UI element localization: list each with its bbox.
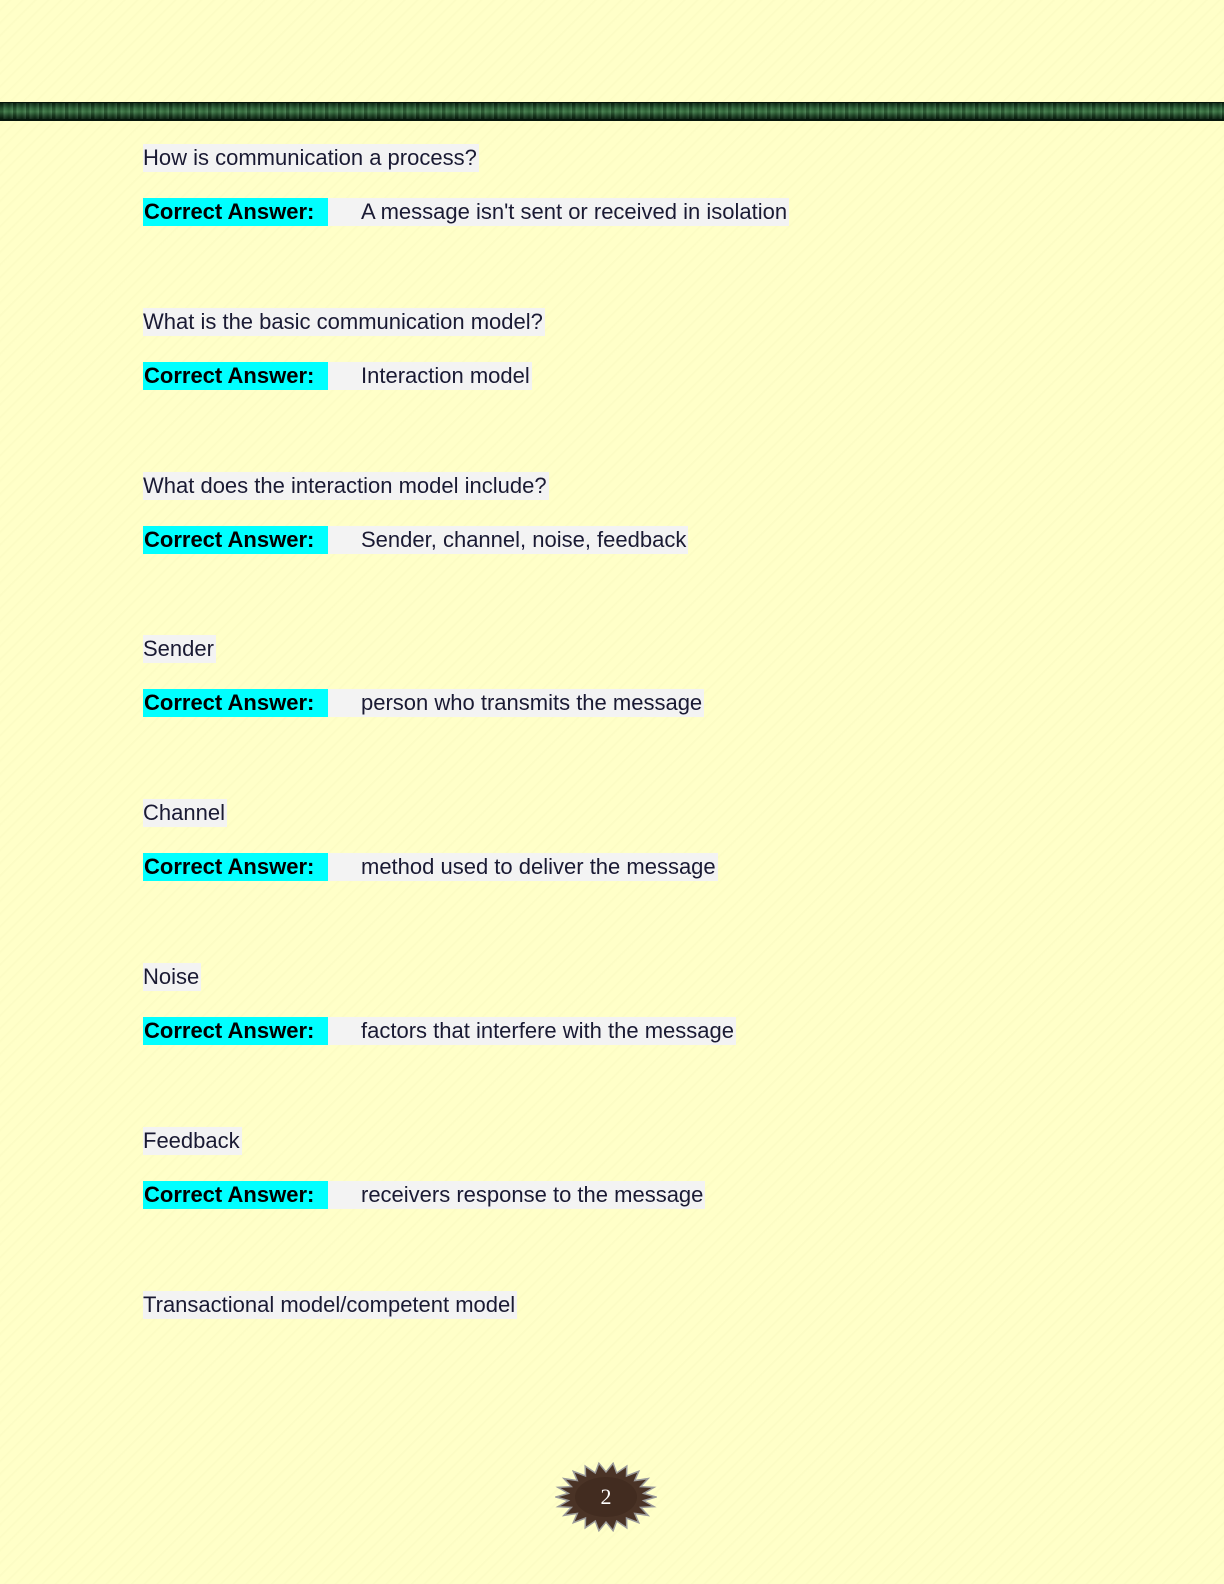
question-text: Transactional model/competent model (143, 1292, 516, 1317)
answer-text: person who transmits the message (328, 689, 704, 717)
answer-row (143, 198, 789, 226)
correct-answer-label: Correct Answer: (143, 1017, 328, 1045)
correct-answer-label: Correct Answer: (143, 1181, 328, 1209)
correct-answer-label: Correct Answer: (143, 689, 328, 717)
answer-text: Interaction model (328, 362, 532, 390)
answer-row (143, 526, 688, 554)
question-text: How is communication a process? (143, 145, 477, 170)
correct-answer-label: Correct Answer: (143, 198, 328, 226)
page-number-badge (555, 1462, 657, 1532)
question-text: Feedback (143, 1128, 240, 1153)
answer-text: Sender, channel, noise, feedback (328, 526, 688, 554)
question-text: Noise (143, 964, 200, 989)
question-text: What is the basic communication model? (143, 309, 543, 334)
answer-row (143, 362, 532, 390)
page-number: 2 (600, 1484, 612, 1509)
answer-text: A message isn't sent or received in isolation (328, 198, 789, 226)
question-text: Channel (143, 800, 225, 825)
correct-answer-label: Correct Answer: (143, 362, 328, 390)
answer-row (143, 689, 704, 717)
correct-answer-label: Correct Answer: (143, 853, 328, 881)
answer-text: receivers response to the message (328, 1181, 705, 1209)
answer-row (143, 1181, 705, 1209)
answer-row (143, 1017, 736, 1045)
answer-text: factors that interfere with the message (328, 1017, 736, 1045)
correct-answer-label: Correct Answer: (143, 526, 328, 554)
question-text: What does the interaction model include? (143, 473, 547, 498)
answer-row (143, 853, 718, 881)
decorative-header-band (0, 102, 1224, 121)
question-text: Sender (143, 636, 214, 661)
answer-text: method used to deliver the message (328, 853, 718, 881)
